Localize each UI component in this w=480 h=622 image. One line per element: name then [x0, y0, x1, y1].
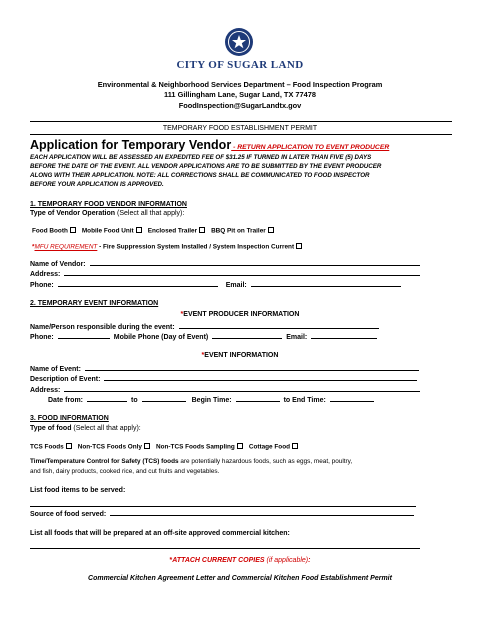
non-tcs-only-checkbox[interactable]	[144, 443, 150, 449]
food-source-label: Source of food served:	[30, 511, 107, 518]
event-name-label: Name of Event:	[30, 366, 81, 373]
vendor-phone-email-row	[30, 280, 401, 289]
event-heading: EVENT INFORMATION	[204, 352, 279, 359]
vendor-name-field[interactable]	[90, 259, 420, 266]
offsite-field[interactable]	[30, 548, 420, 549]
section3-title: 3. FOOD INFORMATION	[30, 415, 109, 422]
producer-mobile-field[interactable]	[212, 332, 282, 339]
tcs-description-text: are potentially hazardous foods, such as eggs, meat, poultry,	[178, 458, 353, 465]
vendor-phone-label: Phone:	[30, 282, 54, 289]
date-to-field[interactable]	[142, 395, 186, 402]
option-food-booth-label: Food Booth	[32, 227, 68, 235]
responsible-label: Name/Person responsible during the event:	[30, 324, 175, 331]
food-type-options	[30, 443, 304, 451]
option-mobile-food-unit-label: Mobile Food Unit	[81, 227, 134, 235]
event-description-row	[30, 374, 417, 383]
food-type-label: Type of food	[30, 425, 72, 432]
option-tcs-foods-label: TCS Foods	[30, 443, 64, 451]
event-description-field[interactable]	[104, 374, 417, 381]
event-name-row	[30, 364, 419, 373]
mfu-checkbox[interactable]	[296, 243, 302, 249]
attach-label: ATTACH CURRENT COPIES	[172, 557, 265, 564]
end-time-field[interactable]	[330, 395, 374, 402]
producer-email-label: Email:	[286, 334, 308, 341]
event-description-label: Description of Event:	[30, 376, 101, 383]
tcs-foods-checkbox[interactable]	[66, 443, 72, 449]
date-from-field[interactable]	[87, 395, 127, 402]
producer-phone-field[interactable]	[58, 332, 110, 339]
application-title: Application for Temporary Vendor	[30, 138, 232, 152]
food-source-row	[30, 509, 414, 518]
vendor-phone-field[interactable]	[58, 280, 218, 287]
vendor-email-label: Email:	[225, 282, 247, 289]
option-non-tcs-only-label: Non-TCS Foods Only	[77, 443, 142, 451]
vendor-address-label: Address:	[30, 271, 61, 278]
attach-colon: :	[308, 557, 311, 564]
vendor-type-label-row	[30, 210, 184, 217]
option-non-tcs-sampling-label: Non-TCS Foods Sampling	[156, 443, 235, 451]
cottage-food-checkbox[interactable]	[292, 443, 298, 449]
attach-star: *	[169, 557, 173, 564]
producer-phone-row	[30, 332, 377, 341]
event-dates-row	[48, 395, 374, 404]
producer-heading-row	[0, 311, 480, 318]
date-from-label: Date from:	[48, 397, 84, 404]
producer-email-field[interactable]	[311, 332, 377, 339]
notice-line-3: ALONG WITH THEIR APPLICATION. NOTE: ALL CORRECTIONS SHALL BE COMMUNICATED TO FOOD INSPECTOR	[30, 172, 370, 179]
producer-mobile-label: Mobile Phone (Day of Event)	[113, 334, 209, 341]
enclosed-trailer-checkbox[interactable]	[199, 227, 205, 233]
vendor-type-label: Type of Vendor Operation	[30, 210, 116, 217]
event-address-field[interactable]	[64, 385, 420, 392]
mfu-requirement-row	[32, 243, 308, 251]
notice-line-4: BEFORE YOUR APPLICATION IS APPROVED.	[30, 181, 164, 188]
responsible-field[interactable]	[179, 322, 379, 329]
option-bbq-pit-label: BBQ Pit on Trailer	[211, 227, 266, 235]
event-name-field[interactable]	[85, 364, 419, 371]
vendor-address-field[interactable]	[64, 269, 420, 276]
notice-line-1: EACH APPLICATION WILL BE ASSESSED AN EXPEDITED FEE OF $31.25 IF TURNED IN LATER THAN FIVE (5) DAYS	[30, 154, 372, 161]
attach-documents: Commercial Kitchen Agreement Letter and Commercial Kitchen Food Establishment Permit	[88, 575, 392, 582]
address-line: 111 Gillingham Lane, Sugar Land, TX 77478	[164, 90, 316, 99]
begin-time-field[interactable]	[236, 395, 280, 402]
producer-star: *	[180, 311, 184, 318]
application-title-row	[30, 136, 389, 154]
section2-title: 2. TEMPORARY EVENT INFORMATION	[30, 300, 159, 307]
vendor-type-hint: (Select all that apply):	[115, 210, 185, 217]
food-booth-checkbox[interactable]	[70, 227, 76, 233]
begin-time-label: Begin Time:	[191, 397, 232, 404]
mobile-food-unit-checkbox[interactable]	[136, 227, 142, 233]
food-type-hint: (Select all that apply):	[71, 425, 141, 432]
date-to-label: to	[131, 397, 138, 404]
vendor-address-row	[30, 269, 420, 278]
mfu-text: - Fire Suppression System Installed / System Inspection Current	[97, 243, 295, 251]
permit-title: TEMPORARY FOOD ESTABLISHMENT PERMIT	[162, 125, 318, 132]
mfu-label: MFU REQUIREMENT	[34, 243, 98, 251]
food-source-field[interactable]	[110, 509, 414, 516]
application-title-note: - RETURN APPLICATION TO EVENT PRODUCER	[231, 144, 390, 151]
attach-row	[0, 557, 480, 564]
food-items-field[interactable]	[30, 506, 416, 507]
vendor-name-label: Name of Vendor:	[30, 261, 86, 268]
offsite-label: List all foods that will be prepared at an off-site approved commercial kitchen:	[30, 530, 290, 537]
event-address-label: Address:	[30, 387, 61, 394]
attach-hint: (if applicable)	[264, 557, 309, 564]
city-name: CITY OF SUGAR LAND	[176, 59, 304, 71]
bbq-pit-checkbox[interactable]	[268, 227, 274, 233]
non-tcs-sampling-checkbox[interactable]	[237, 443, 243, 449]
event-heading-row	[0, 352, 480, 359]
vendor-type-options	[32, 227, 280, 235]
permit-divider	[30, 134, 452, 135]
vendor-name-row	[30, 259, 420, 268]
food-type-label-row	[30, 425, 141, 432]
tcs-description-line-2: and fish, dairy products, cooked rice, and cut fruits and vegetables.	[30, 468, 220, 475]
section1-title: 1. TEMPORARY FOOD VENDOR INFORMATION	[30, 201, 187, 208]
event-address-row	[30, 385, 420, 394]
event-star: *	[201, 352, 205, 359]
producer-phone-label: Phone:	[30, 334, 54, 341]
department-line: Environmental & Neighborhood Services Department – Food Inspection Program	[97, 80, 383, 89]
notice-line-2: BEFORE THE DATE OF THE EVENT. ALL VENDOR APPLICATIONS ARE TO BE SUBMITTED BY THE EVENT PRODUCER	[30, 163, 382, 170]
tcs-description-row	[30, 458, 352, 465]
end-time-label: to End Time:	[283, 397, 326, 404]
producer-heading: EVENT PRODUCER INFORMATION	[183, 311, 300, 318]
mfu-star: *	[32, 243, 35, 251]
city-seal-icon	[225, 28, 253, 56]
vendor-email-field[interactable]	[251, 280, 401, 287]
option-cottage-food-label: Cottage Food	[248, 443, 291, 451]
food-items-label: List food items to be served:	[30, 487, 126, 494]
email-line: FoodInspection@SugarLandtx.gov	[178, 101, 302, 110]
header-divider	[30, 121, 452, 122]
tcs-description-bold: Time/Temperature Control for Safety (TCS) foods	[30, 458, 179, 465]
option-enclosed-trailer-label: Enclosed Trailer	[147, 227, 198, 235]
responsible-row	[30, 322, 379, 331]
